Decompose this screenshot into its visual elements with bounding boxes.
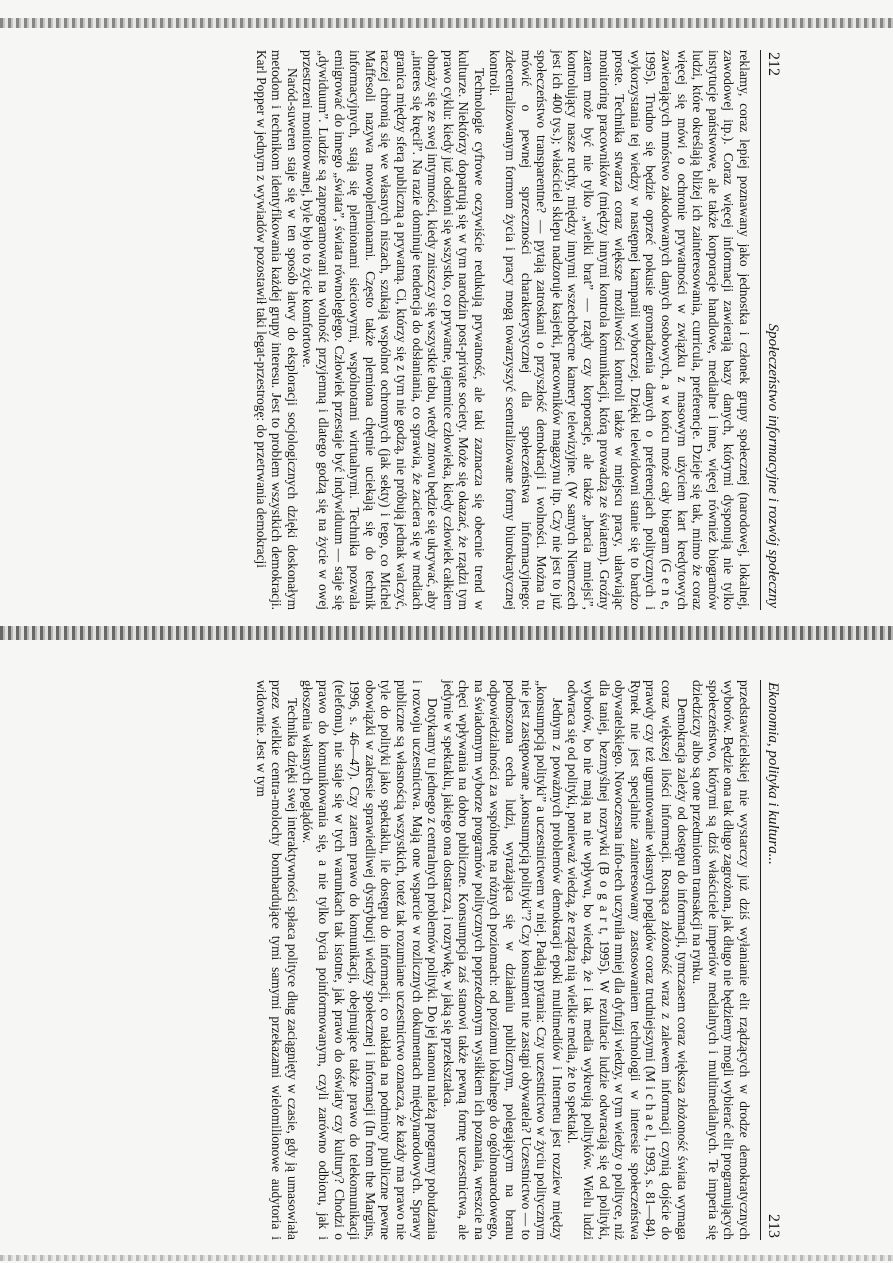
paragraph: Technika dzięki swej interaktywności spłaca polityce dług zaciągnięty w czasie, gdy ją umasowiała przez wielkie centra-molochy bombardujące tymi samymi przekazami wielomilionowe audytoria i widownie. Jest w tym [253,680,300,1240]
running-head [760,680,782,1240]
running-head-title: Społeczeństwo informacyjne i rozwój społeczny [765,323,781,608]
page-213 [0,680,782,1240]
scan-edge-bottom [0,1255,893,1261]
scan-edge-top [0,18,893,28]
body-text [253,50,752,610]
paragraph: Dotykamy tu jednego z centralnych problemów polityki. Do jej kanonu należą programy pobudzania i rozwoju uczestnictwa. Mają one wsparcie w rozlicznych dokumentach międzynarodowych. Sprawy publiczne są własnością wszystkich, toteż tak rozumiane uczestnictwo oznacza, że każdy ma prawo nie tyle do polityki jako spektaklu, ile dostępu do informacji, co nakłada na podmioty publiczne pewne obowiązki w zakresie sprawiedliwej dystrybucji wiedzy społecznej i informacji (In from the Margins, 1996, s. 46—47). Czy zatem prawo do komunikacji, obejmujące także prawo do telekomunikacji (telefonu), nie staje się w tych warunkach tak istotne, jak prawo do oświaty czy kultury? Chodzi o prawo do komunikowania się, a nie tylko bycia poinformowanym, czyli zarówno odbioru, jak i głoszenia własnych poglądów. [300,680,441,1240]
running-head-title: Ekonomia, polityka i kultura... [765,682,781,865]
paragraph: Jednym z poważnych problemów demokracji epoki multimediów i Internetu jest rozziew między „konsumpcją polityki” a uczestnictwem w niej. Padają pytania: Czy uczestnictwo w życiu politycznym nie jest zastępowane „konsumpcją polityki”? Czy konsument nie zastąpi obywatela? Uczestnictwo — to podnoszona cecha ludzi, wyrażająca się w działaniu publicznym, polegającym na branu odpowiedzialności za wspólnotę na różnych poziomach: od poziomu lokalnego do ogólnonarodowego, na świadomym wyborze programów politycznych poprzedzonym wysiłkiem ich poznania, wreszcie na chęci wpływania na dobro publiczne. Konsumpcja zaś stanowi także pewną formę uczestnictwa, ale jedynie w spektaklu, jakiego ona dostarcza, i rozrywkę, w jaką się przekształca. [440,680,565,1240]
body-text [253,680,752,1240]
running-head [760,50,782,610]
page-212 [0,50,782,610]
page-number: 212 [765,52,782,76]
paragraph: Technologie cyfrowe oczywiście redukują prywatność, ale taki zaznacza się obecnie trend w kulturze. Niektórzy dopatrują się w tym narodzin post-private society. Może się okazać, że rządzi tym prawo cyklu: kiedy już odsłoni się wszystko, co prywatne, tajemnice człowieka, kiedy człowiek całkiem obnaży się ze swej intymności, kiedy zniszczy się wszystkie tabu, wtedy znowu będzie się ukrywać, aby „interes się kręcił”. Na razie dominuje tendencja do odsłaniania, co sprawia, że zaciera się w mediach granica między sferą publiczną a prywatną. Ci, którzy się z tym nie godzą, nie próbują jednak walczyć, raczej chronią się we własnych niszach, szukają wspólnot ochronnych (jak sekty) i tego, co Michel Maffesoli nazywa nowoplemionami. Często także plemiona chętnie uciekają się do technik informacyjnych, stają się plemionami sieciowymi, wspólnotami wirtualnymi. Technika pozwala emigrować do innego „świata”, świata równoległego. Człowiek przestaje być indywiduum — staje się „dywiduum”. Ludzie są zaprogramowani na wolność przyjemną i dlatego godzą się na życie w owej przestrzeni monitorowanej, byle było to życie komfortowe. [300,50,487,611]
paragraph: Naród-suweren staje się w ten sposób łatwy do eksploracji socjologicznych dzięki doskonałym metodom i technikom identyfikowania każdej grupy interesu. Jest to problem wszystkich demokracji. Karl Popper w jednym z wywiadów pozostawił taki legat-przestrogę: do przetrwania demokracji [253,50,300,610]
paragraph: Demokracja zależy od dostępu do informacji, tymczasem coraz większa złożoność świata wymaga coraz większej ilości informacji. Rosnąca złożoność wraz z zalewem informacji czynią dojście do prawdy czy też ugruntowanie własnych poglądów coraz trudniejszymi (M i c h a e l, 1993, s. 81—84). Rynek nie jest specjalnie zainteresowany zastosowaniem technologii w interesie społeczeństwa obywatelskiego. Nowoczesna info-tech uczyniła mniej dla dyfuzji wiedzy, w tym wiedzy o polityce, niż dla taniej, bezmyślnej rozrywki (B o g a r t, 1995). W rezultacie ludzie odwracają się od polityki, wyborów, bo nie mają na nie wpływu, bo wiedzą, że i tak media wykreują polityków. Wielu ludzi odwraca się od polityki, ponieważ wiedzą, że rządzą nią wielkie media, że to spektakl. [565,680,690,1240]
scan-gutter [0,626,893,640]
paragraph: przedstawicielskiej nie wystarczy już dziś wyłanianie elit rządzących w drodze demokratycznych wyborów. Będzie ona tak długo zagrożona, jak długo nie będziemy mogli wybierać elit programujących społeczeństwo, którymi są dziś właściciele imperiów medialnych i multimedialnych. Te imperia się dziedziczy albo są one przedmiotem transakcji na rynku. [690,680,752,1240]
paragraph: reklamy, coraz lepiej poznawany jako jednostka i członek grupy społecznej (narodowej, lokalnej, zawodowej itp.). Coraz więcej informacji zawierają bazy danych, którymi dysponują nie tylko instytucje państwowe, ale także korporacje handlowe, medialne i inne, więcej również biogramów ludzi, które określają bliżej ich zainteresowania, curricula, preferencje. Dzieje się tak, mimo że coraz więcej się mówi o ochronie prywatności w związku z masowym użyciem kart kredytowych zawierających mnóstwo zakodowanych danych osobowych, a w końcu może cały biogram (G e n e, 1995). Trudno się będzie oprzeć pokusie gromadzenia danych o preferencjach politycznych i wykorzystania tej wiedzy w następnej kampanii wyborczej. Dzięki telewidowni stanie się to bardzo proste. Technika stwarza coraz większe możliwości kontroli także w miejscu pracy, ułatwiając monitoring pracowników (między innymi kontrola komunikacji, którą prowadzą ze światem). Groźny zatem może być nie tylko „wielki brat” — rządy czy korporacje, ale także „bracia mniejsi”, kontrolujący nasze ruchy, między innymi wszechobecne kamery telewizyjne. (W samych Niemczech jest ich 400 tys.); właściciel sklepu nadzoruje kasjerki, pracowników magazynu itp. Czy nie jest to już społeczeństwo transparentne? — pytają zatroskani o przyszłość demokracji i wolności. Można tu mówić o pewnej sprzeczności charakterystycznej dla społeczeństwa informacyjnego: zdecentralizowanym formom życia i pracy mogą towarzyszyć scentralizowane formy biurokratycznej kontroli. [487,50,752,610]
page-number: 213 [765,1214,782,1238]
